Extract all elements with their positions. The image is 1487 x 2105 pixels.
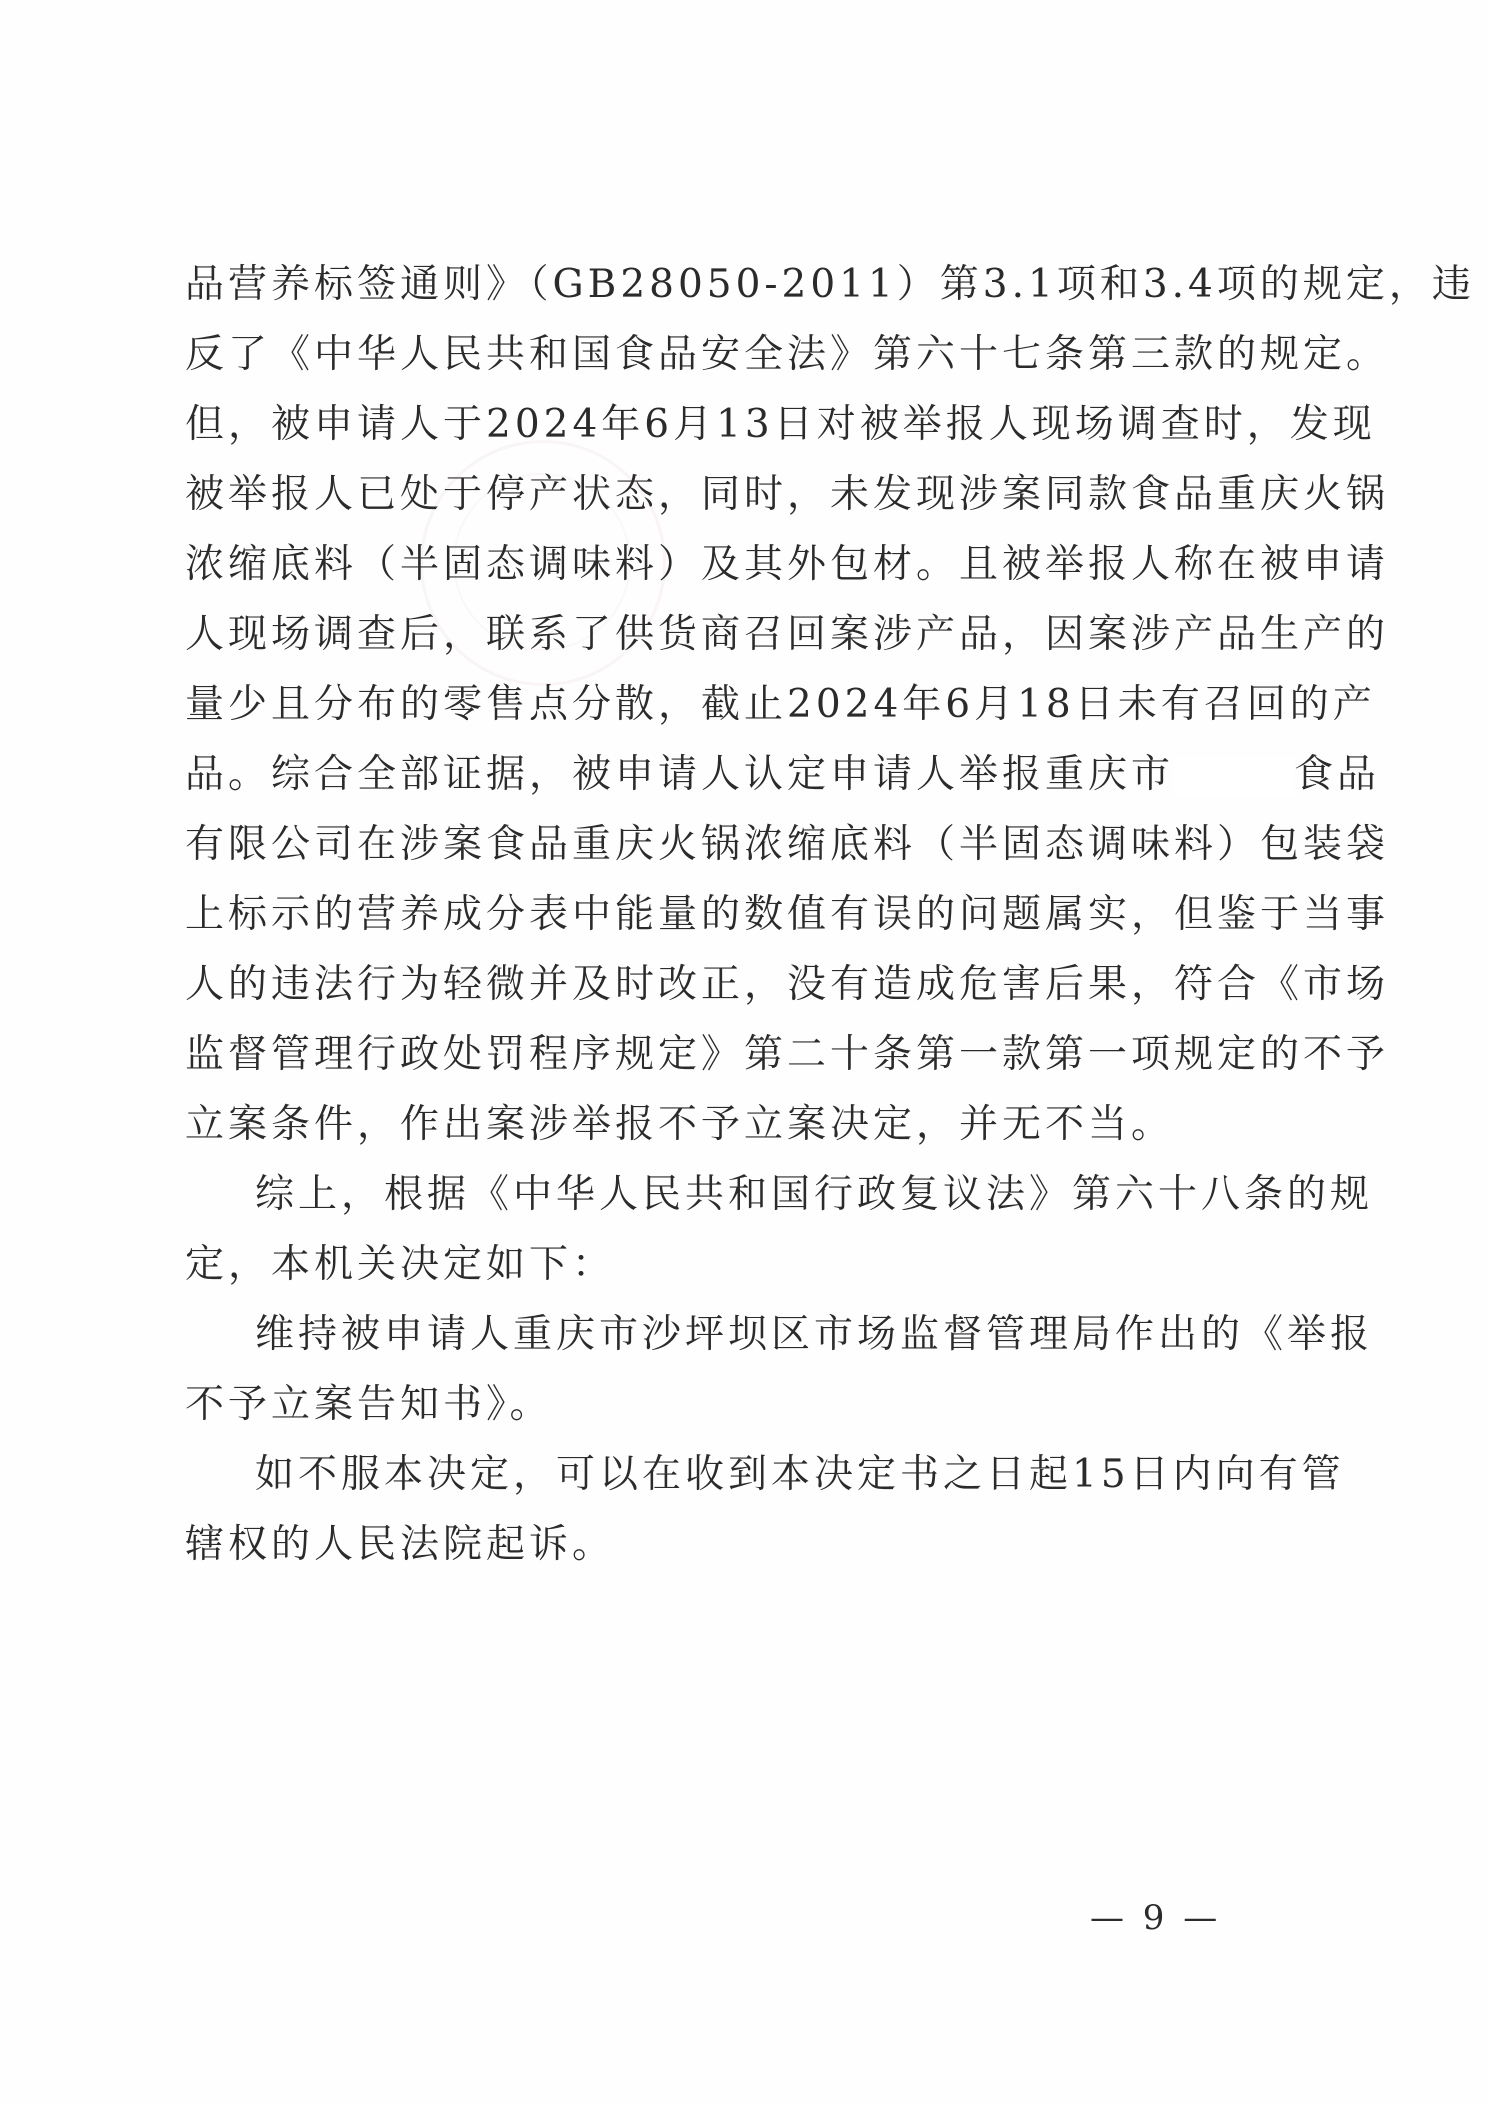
body-line-text-start: 品。综合全部证据，被申请人认定申请人举报重庆市 <box>185 752 1175 797</box>
conclusion-line: 定，本机关决定如下： <box>185 1242 616 1287</box>
document-body <box>185 250 1475 1580</box>
redacted-company-name <box>1174 757 1294 797</box>
decision-line: 维持被申请人重庆市沙坪坝区市场监督管理局作出的《举报 <box>255 1312 1374 1357</box>
body-line: 浓缩底料（半固态调味料）及其外包材。且被举报人称在被申请 <box>185 542 1390 587</box>
appeal-line: 如不服本决定，可以在收到本决定书之日起15日内向有管 <box>255 1452 1345 1497</box>
body-line: 品营养标签通则》（GB28050-2011）第3.1项和3.4项的规定，违 <box>185 262 1475 307</box>
body-line-with-redaction <box>185 740 1381 810</box>
body-line: 被举报人已处于停产状态，同时，未发现涉案同款食品重庆火锅 <box>185 472 1390 517</box>
body-line: 有限公司在涉案食品重庆火锅浓缩底料（半固态调味料）包装袋 <box>185 822 1390 867</box>
decision-line: 不予立案告知书》。 <box>185 1382 553 1427</box>
body-line: 人现场调查后，联系了供货商召回案涉产品，因案涉产品生产的 <box>185 612 1390 657</box>
body-line: 量少且分布的零售点分散，截止2024年6月18日未有召回的产 <box>185 682 1376 727</box>
body-line: 但，被申请人于2024年6月13日对被举报人现场调查时，发现 <box>185 402 1376 447</box>
body-line: 人的违法行为轻微并及时改正，没有造成危害后果，符合《市场 <box>185 962 1390 1007</box>
body-line: 反了《中华人民共和国食品安全法》第六十七条第三款的规定。 <box>185 332 1390 377</box>
body-line-text-end: 食品 <box>1294 752 1381 797</box>
page-number: — 9 — <box>1090 1898 1222 1938</box>
appeal-line: 辖权的人民法院起诉。 <box>185 1522 616 1567</box>
body-line: 上标示的营养成分表中能量的数值有误的问题属实，但鉴于当事 <box>185 892 1390 937</box>
body-line: 立案条件，作出案涉举报不予立案决定，并无不当。 <box>185 1102 1175 1147</box>
body-line: 监督管理行政处罚程序规定》第二十条第一款第一项规定的不予 <box>185 1032 1390 1077</box>
conclusion-line: 综上，根据《中华人民共和国行政复议法》第六十八条的规 <box>255 1172 1374 1217</box>
